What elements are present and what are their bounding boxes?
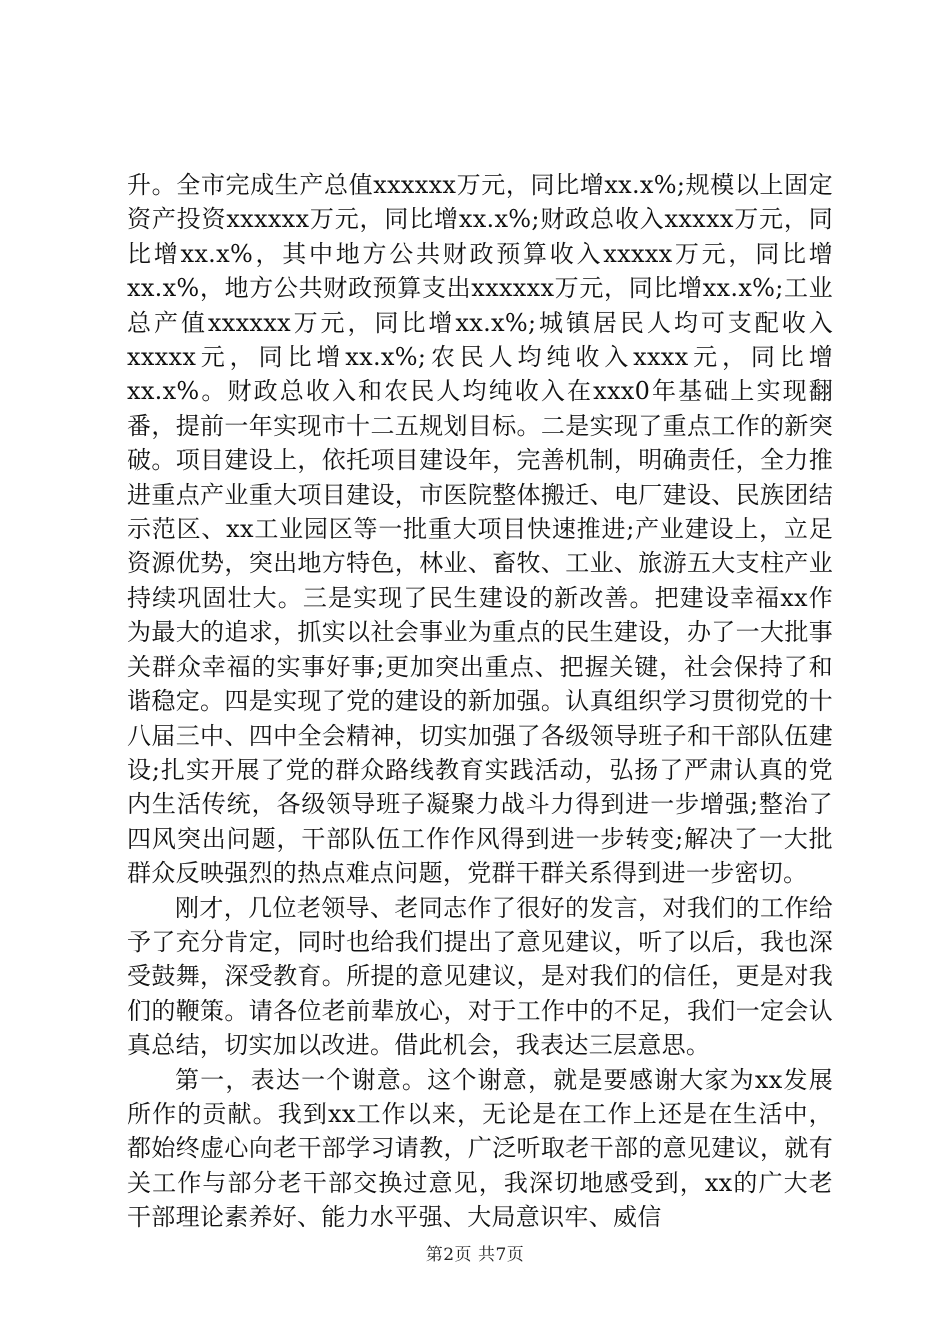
paragraph-1: 升。全市完成生产总值xxxxxx万元，同比增xx.x%;规模以上固定资产投资xxxxxx万元，同比增xx.x%;财政总收入xxxxx万元，同比增xx.x%，其中地方公共财政预算收入xxxxx万元，同比增xx.x%，地方公共财政预算支出xxxxxx万元，同比增xx.x%;工业总产值xxxxxx万元，同比增xx.x%;城镇居民人均可支配收入xxxxx元，同比增xx.x%;农民人均纯收入xxxx元，同比增xx.x%。财政总收入和农民人均纯收入在xxx0年基础上实现翻番，提前一年实现市十二五规划目标。二是实现了重点工作的新突破。项目建设上，依托项目建设年，完善机制，明确责任，全力推进重点产业重大项目建设，市医院整体搬迁、电厂建设、民族团结示范区、xx工业园区等一批重大项目快速推进;产业建设上，立足资源优势，突出地方特色，林业、畜牧、工业、旅游五大支柱产业持续巩固壮大。三是实现了民生建设的新改善。把建设幸福xx作为最大的追求，抓实以社会事业为重点的民生建设，办了一大批事关群众幸福的实事好事;更加突出重点、把握关键，社会保持了和谐稳定。四是实现了党的建设的新加强。认真组织学习贯彻党的十八届三中、四中全会精神，切实加强了各级领导班子和干部队伍建设;扎实开展了党的群众路线教育实践活动，弘扬了严肃认真的党内生活传统，各级领导班子凝聚力战斗力得到进一步增强;整治了四风突出问题，干部队伍工作作风得到进一步转变;解决了一大批群众反映强烈的热点难点问题，党群干群关系得到进一步密切。 — [127, 171, 833, 888]
page-number-footer: 第2页 共7页 — [425, 1245, 525, 1265]
document-body — [127, 168, 833, 1235]
paragraph-3: 第一，表达一个谢意。这个谢意，就是要感谢大家为xx发展所作的贡献。我到xx工作以来，无论是在工作上还是在生活中，都始终虚心向老干部学习请教，广泛听取老干部的意见建议，就有关工作与部分老干部交换过意见，我深切地感受到，xx的广大老干部理论素养好、能力水平强、大局意识牢、威信 — [127, 1065, 833, 1232]
paragraph-2: 刚才，几位老领导、老同志作了很好的发言，对我们的工作给予了充分肯定，同时也给我们提出了意见建议，听了以后，我也深受鼓舞，深受教育。所提的意见建议，是对我们的信任，更是对我们的鞭策。请各位老前辈放心，对于工作中的不足，我们一定会认真总结，切实加以改进。借此机会，我表达三层意思。 — [127, 893, 833, 1060]
